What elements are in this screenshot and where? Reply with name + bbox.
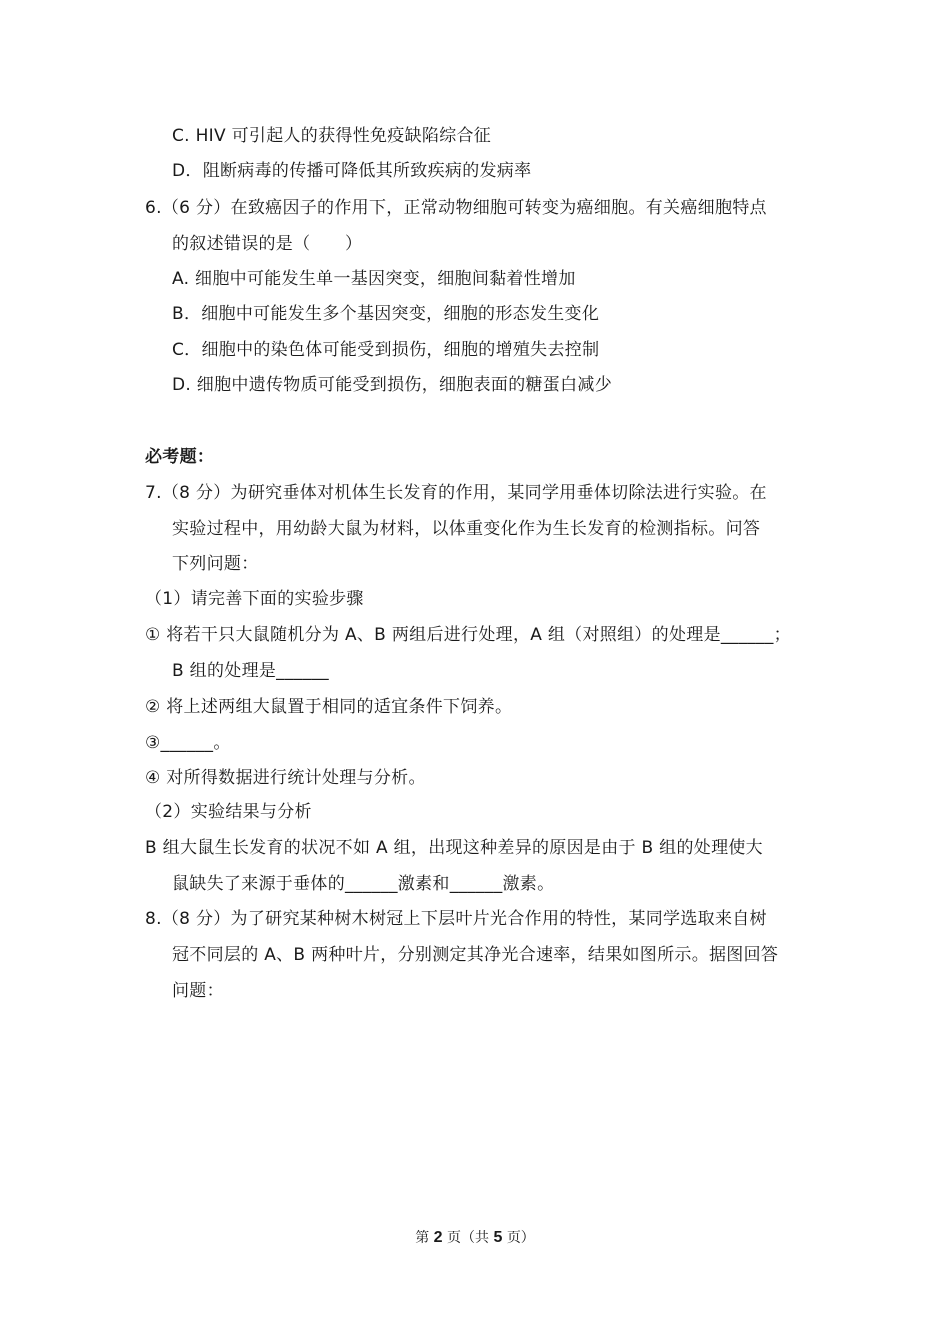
- q7-step1-line2: B 组的处理是______: [172, 661, 329, 681]
- q5-option-d: D．阻断病毒的传播可降低其所致疾病的发病率: [172, 161, 532, 181]
- q7-result-line1: B 组大鼠生长发育的状况不如 A 组，出现这种差异的原因是由于 B 组的处理使大: [145, 838, 763, 858]
- q5-option-c: C. HIV 可引起人的获得性免疫缺陷综合征: [172, 126, 492, 146]
- footer-suffix: 页）: [506, 1230, 535, 1246]
- footer-current-page: 2: [433, 1229, 443, 1246]
- q7-result-line2: 鼠缺失了来源于垂体的______激素和______激素。: [172, 874, 555, 894]
- q7-step1-line1: ① 将若干只大鼠随机分为 A、B 两组后进行处理，A 组（对照组）的处理是______；: [145, 625, 791, 645]
- q8-stem-line1: 8.（8 分）为了研究某种树木树冠上下层叶片光合作用的特性，某同学选取来自树: [145, 909, 767, 929]
- q6-option-d: D. 细胞中遗传物质可能受到损伤，细胞表面的糖蛋白减少: [172, 375, 612, 395]
- q7-part1-title: （1）请完善下面的实验步骤: [145, 589, 364, 609]
- footer-middle: 页（共: [447, 1230, 489, 1246]
- page-footer: [0, 1228, 950, 1248]
- q8-stem-line3: 问题：: [172, 981, 224, 1001]
- q7-stem-line1: 7.（8 分）为研究垂体对机体生长发育的作用，某同学用垂体切除法进行实验。在: [145, 483, 767, 503]
- q6-stem-line1: 6.（6 分）在致癌因子的作用下，正常动物细胞可转变为癌细胞。有关癌细胞特点: [145, 198, 767, 218]
- footer-prefix: 第: [415, 1230, 430, 1246]
- q7-step2: ② 将上述两组大鼠置于相同的适宜条件下饲养。: [145, 697, 513, 717]
- footer-total-pages: 5: [493, 1229, 503, 1246]
- q6-option-c: C．细胞中的染色体可能受到损伤，细胞的增殖失去控制: [172, 340, 600, 360]
- q7-part2-title: （2）实验结果与分析: [145, 802, 312, 822]
- q6-option-a: A. 细胞中可能发生单一基因突变，细胞间黏着性增加: [172, 269, 576, 289]
- q6-stem-line2: 的叙述错误的是（ ）: [172, 234, 363, 254]
- q6-option-b: B．细胞中可能发生多个基因突变，细胞的形态发生变化: [172, 304, 600, 324]
- q7-step3: ③______。: [145, 733, 231, 753]
- section-heading: 必考题：: [145, 447, 215, 467]
- q8-stem-line2: 冠不同层的 A、B 两种叶片，分别测定其净光合速率，结果如图所示。据图回答: [172, 945, 779, 965]
- q7-stem-line3: 下列问题：: [172, 554, 259, 574]
- q7-stem-line2: 实验过程中，用幼龄大鼠为材料，以体重变化作为生长发育的检测指标。问答: [172, 519, 761, 539]
- q7-step4: ④ 对所得数据进行统计处理与分析。: [145, 768, 426, 788]
